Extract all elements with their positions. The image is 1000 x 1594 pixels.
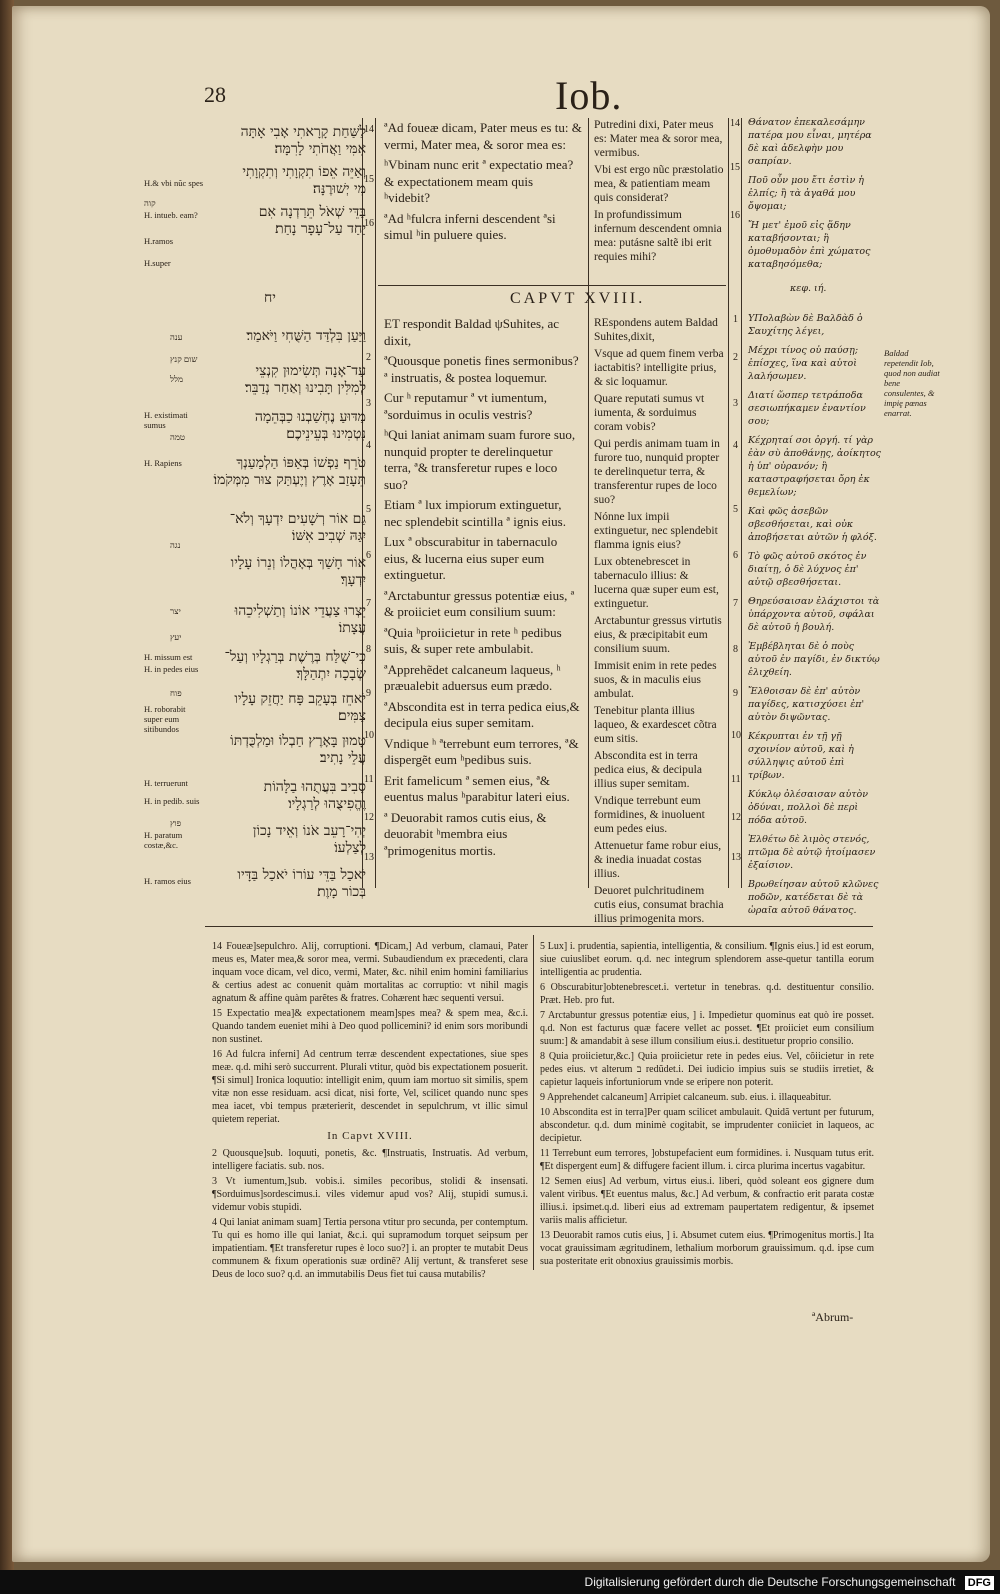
hebrew-line: עֲצָתוֹ׃	[338, 620, 366, 636]
column-rule	[728, 118, 729, 888]
hebrew-chapter-mark: יח	[264, 290, 276, 306]
verse-number: 4	[733, 440, 738, 451]
greek-verse: Καὶ φῶς ἀσεβῶν σβεσθήσεται, καὶ οὐκ ἀποβήσεται αὐτῶν ἡ φλόξ.	[748, 506, 877, 543]
vulgate-chapter	[384, 316, 582, 863]
translation-verse: Tenebitur planta illius laqueo, & exardescet cõtra eum sitis.	[594, 705, 717, 745]
verse-number: 2	[366, 352, 371, 363]
hebrew-line: יַחַד עַל־עָפָר נָחַת׃	[275, 221, 366, 237]
translation-verse: Lux obtenebrescet in tabernaculo illius: & lucerna quæ super eum est, extinguetur.	[594, 556, 719, 610]
vulgate-verse: Etiam ª lux impiorum extinguetur, nec splendebit scintilla ª ignis eius.	[384, 497, 566, 529]
greek-verse: ΥΠολαβὼν δὲ Βαλδὰδ ὁ Σαυχίτης λέγει,	[748, 313, 863, 337]
verse-number: 2	[733, 352, 738, 363]
verse-number: 9	[366, 688, 371, 699]
hebrew-line: נִטְמִינוּ בְּעֵינֵיכֶם׃	[286, 426, 366, 442]
hebrew-line: כִּי־שֻׁלַּח בְּרֶשֶׁת בְּרַגְלָיו וְעַל־	[224, 649, 366, 665]
hebrew-line: גַּם אוֹר רְשָׁעִים יִדְעָךְ וְלֹא־	[229, 511, 366, 527]
vulgate-verse: ªAbscondita est in terra pedica eius,& decipula eius super semitam.	[384, 698, 580, 730]
verse-number: 13	[364, 852, 374, 863]
verse-number: 10	[731, 730, 741, 741]
verse-number: 7	[366, 598, 371, 609]
hebrew-line: לְצַלְעוֹ׃	[334, 840, 366, 856]
gloss: H. roborabit super eum sitibundos	[144, 704, 186, 734]
vulgate-verse: ET respondit Baldad ψSuhites, ac dixit,	[384, 316, 560, 348]
verse-number: 3	[366, 398, 371, 409]
hebrew-line: יִגַּהּ שְׁבִיב אִשּׁוֹ׃	[291, 528, 366, 544]
verse-number: 14	[730, 118, 740, 129]
gloss: H.ramos	[144, 236, 174, 246]
verse-number: 6	[366, 550, 371, 561]
column-rule	[741, 118, 742, 888]
vulgate-verse: ª Deuorabit ramos cutis eius, & deuorabit ʰmembra eius ªprimogenitus mortis.	[384, 809, 547, 858]
caput-rule	[378, 285, 726, 286]
translation-verse: Vbi est ergo nũc præstolatio mea, & patientiam meam quis considerat?	[594, 164, 724, 204]
credit-bar	[0, 1570, 1000, 1594]
gloss: פוח	[170, 688, 182, 698]
vulgate-verse: Lux ª obscurabitur in tabernaculo eius, & lucerna eius super eum extinguetur.	[384, 534, 558, 582]
greek-verse: Ἤ μετ' ἐμοῦ εἰς ᾅδην καταβήσονται; ἢ ὁμοθυμαδὸν ἐπὶ χώματος καταβησόμεθα;	[748, 220, 871, 270]
greek-verse: Ἐλθέτω δὲ λιμὸς στενός, πτῶμα δὲ αὐτῷ ἡτοίμασεν ἐξαίσιον.	[748, 834, 876, 871]
verse-number: 12	[364, 812, 374, 823]
greek-verse: Διατί ὥσπερ τετράποδα σεσιωπήκαμεν ἐναντίον σου;	[748, 390, 866, 427]
translation-verse: Qui perdis animam tuam in furore tuo, nunquid propter te derelinquetur terra, & transferentur rupes de loco suo?	[594, 438, 720, 506]
hebrew-line: יְהִי־רָעֵב אֹנוֹ וְאֵיד נָכוֹן	[252, 823, 366, 839]
hebrew-line: אוֹר חָשַׁךְ בְּאָהֳלוֹ וְנֵרוֹ עָלָיו	[230, 555, 366, 571]
gloss: H. in pedib. suis	[144, 796, 200, 806]
gloss: H. terruerunt	[144, 778, 188, 788]
note: 5 Lux] i. prudentia, sapientia, intelligentia, & consilium. ¶Ignis eius.] id est eorum, siue cuiuslibet eorum. q.d. nec integrum splendorem asse-quetur tantilla eorum intelligentia ac prudentia.	[540, 941, 874, 978]
verse-number: 5	[733, 504, 738, 515]
verse-number: 11	[731, 774, 741, 785]
verse-number: 9	[733, 688, 738, 699]
greek-verse: Κέκρυπται ἐν τῇ γῇ σχοινίον αὐτοῦ, καὶ ἡ σύλληψις αὐτοῦ ἐπὶ τρίβων.	[748, 731, 854, 781]
vulgate-verse: ªAd foueæ dicam, Pater meus es tu: & vermi, Mater mea, & soror mea es:	[384, 120, 582, 152]
verse-number: 15	[364, 174, 374, 185]
gloss: H. in pedes eius	[144, 664, 199, 674]
hebrew-line: עַד־אָנָה תְּשִׂימוּן קִנְצֵי	[255, 363, 366, 379]
notes-heading: In Capvt XVIII.	[327, 1130, 413, 1142]
greek-verse: Κέχρηταί σοι ὀργή. τί γὰρ ἐὰν σὺ ἀποθάνῃς, ἀοίκητος ἡ ὑπ' οὐρανόν; ἢ καταστραφήσεται ὄρη ἐκ θεμελίων;	[748, 435, 882, 498]
hebrew-line: לְמִלִּין תָּבִינוּ וְאַחַר נְדַבֵּר׃	[244, 380, 366, 396]
verse-number: 3	[733, 398, 738, 409]
verse-number: 13	[731, 852, 741, 863]
verse-number: 10	[364, 730, 374, 741]
translation-verse: Arctabuntur gressus virtutis eius, & præcipitabit eum consilium suum.	[594, 615, 722, 655]
hebrew-line: טָמוּן בָּאָרֶץ חַבְלוֹ וּמַלְכֻּדְתּוֹ	[230, 733, 366, 749]
notes-right	[540, 940, 874, 1270]
translation-verse: Immisit enim in rete pedes suos, & in maculis eius ambulat.	[594, 660, 717, 700]
hebrew-line: עֲלֵי נָתִיב׃	[319, 750, 366, 766]
verse-number: 16	[364, 218, 374, 229]
hebrew-text-top	[196, 124, 366, 238]
hebrew-line: תֵּעָזַב אָרֶץ וְיֶעְתַּק צוּר מִמְּקֹמוֹ׃	[213, 472, 366, 488]
note: 11 Terrebunt eum terrores, ]obstupefacient eum formidines. i. Nusquam tutus erit. ¶Et dispergent eum] & diffugere facient illum. i. circa plurima incertus vagabitur.	[540, 1148, 874, 1172]
running-head: Iob.	[555, 73, 623, 118]
column-rule	[588, 118, 589, 888]
hebrew-line: יֹאחֵז בְּעָקֵב פָּח יַחֲזֵק עָלָיו	[234, 691, 366, 707]
hebrew-line: וְאַיֵּה אֵפוֹ תִקְוָתִי וְתִקְוָתִי	[242, 164, 366, 180]
translation-verse: Nónne lux impii extinguetur, nec splendebit flamma ignis eius?	[594, 511, 718, 551]
note: 6 Obscurabitur]obtenebrescet.i. vertetur in tenebras. q.d. destituentur consilio. Præt. Heb. pro fut.	[540, 982, 874, 1006]
dfg-logo: DFG	[965, 1576, 994, 1590]
hebrew-line: שְׂבָכָה יִתְהַלָּךְ׃	[296, 666, 366, 682]
page-number: 28	[204, 82, 226, 107]
hebrew-line: צַמִּים׃	[337, 708, 366, 724]
gloss: ענה	[170, 332, 183, 342]
verse-number: 12	[731, 812, 741, 823]
greek-top	[748, 116, 882, 277]
note: 2 Quousque]sub. loquuti, ponetis, &c. ¶Instruatis, Instruatis. Ad verbum, intelligere faciatis. sub. nos.	[212, 1148, 528, 1172]
note: 12 Semen eius] Ad verbum, virtus eius.i. liberi, quòd soleant eos gignere dum valent viribus. ¶Et euentus malus, &c.] Ad verbum, & confractio erit parata costæ illius.i. ipsimet.q.d. liberi eius ad extremam paupertatem redigentur, & ipsemet variis malis afficietur.	[540, 1176, 874, 1226]
translation-verse: In profundissimum infernum descendent omnia mea: putásne saltẽ ibi erit requies mihi?	[594, 209, 722, 263]
verse-number: 1	[733, 314, 738, 325]
greek-verse: Θηρεύσαισαν ἐλάχιστοι τὰ ὑπάρχοντα αὐτοῦ, σφάλαι δὲ αὐτοῦ ἡ βουλή.	[748, 596, 880, 633]
verse-number: 14	[364, 124, 374, 135]
vulgate-verse: ªQuia ʰproiicietur in rete ʰ pedibus suis, & super rete ambulabit.	[384, 624, 562, 656]
translation-verse: Abscondita est in terra pedica eius, & decipula illius super semitam.	[594, 750, 702, 790]
notes-column-rule	[533, 935, 534, 1270]
vulgate-verse: ªArctabuntur gressus potentiæ eius, ª & proiiciet eum consilium suum:	[384, 587, 575, 619]
hebrew-line: יֵצְרוּ צַעֲדֵי אוֹנוֹ וְתַשְׁלִיכֵהוּ	[234, 603, 366, 619]
greek-chapter	[748, 312, 882, 923]
note: 3 Vt iumentum,]sub. vobis.i. similes pecoribus, stolidi & insensati. ¶Sorduimus]sordescimus.i. viles videmur apud vos? Alij, stupidi sumus.i. videmur vobis stupidi.	[212, 1176, 528, 1213]
vulgate-top	[384, 120, 582, 248]
hebrew-line: וַיַּעַן בִּלְדַּד הַשֻּׁחִי וַיֹּאמַר׃	[246, 328, 366, 344]
notes-rule	[205, 926, 873, 927]
hebrew-line: טֹרֵף נַפְשׁוֹ בְּאַפּוֹ הַלְמַעַנְךָ	[236, 455, 366, 471]
catchword: ªAbrum-	[812, 1310, 854, 1324]
greek-verse: Θάνατον ἐπεκαλεσάμην πατέρα μου εἶναι, μητέρα δὲ καὶ ἀδελφὴν μου σαπρίαν.	[748, 117, 872, 167]
greek-verse: Κύκλῳ ὀλέσαισαν αὐτὸν ὀδύναι, πολλοὶ δὲ περὶ πόδα αὐτοῦ.	[748, 789, 868, 826]
gloss: יצר	[170, 606, 181, 616]
translation-verse: Vsque ad quem finem verba iactabitis? intelligite prius, & sic loquamur.	[594, 348, 724, 388]
hebrew-line: לַשַּׁחַת קָרָאתִי אָבִי אָתָּה	[240, 124, 366, 140]
greek-verse: Ἐμβέβληται δὲ ὁ ποὺς αὐτοῦ ἐν παγίδι, ἐν δικτύῳ ἑλιχθείη.	[748, 641, 880, 678]
translation-verse: Deuoret pulchritudinem cutis eius, consumat brachia illius primogenita mors.	[594, 885, 724, 925]
gloss: קוה	[144, 198, 156, 208]
gloss: H. existimati sumus	[144, 410, 188, 430]
greek-verse: Βρωθείησαν αὐτοῦ κλῶνες ποδῶν, κατέδεται δὲ τὰ ὡραῖα αὐτοῦ θάνατος.	[748, 879, 879, 916]
gloss: מלל	[170, 374, 183, 384]
verse-number: 15	[730, 162, 740, 173]
note: 15 Expectatio mea]& expectationem meam]spes mea? & spem mea, &c.i. Quando tandem eueniet mihi à Deo quod pollicemini? id enim sors moribundi non sustinet.	[212, 1008, 528, 1045]
verse-number: 4	[366, 440, 371, 451]
vulgate-verse: Cur ʰ reputamur ª vt iumentum, ªsorduimus in oculis vestris?	[384, 390, 548, 422]
credit-text: Digitalisierung gefördert durch die Deutsche Forschungsgemeinschaft	[584, 1575, 956, 1589]
note: 4 Qui laniat animam suam] Tertia persona vtitur pro secunda, per contemptum. Tu qui es homo ille qui laniat, &c.i. qui supramodum torquet seipsum per impatientiam. ¶Et transferetur rupes è loco suo?] i. an propter te mutabit Deus communem & fixum operationis suæ ordinẽ? Alij vertunt, & transferet sese Deus de loco suo? q.d. an immutabilis Deus fiet tui causa mutabilis?	[212, 1217, 528, 1280]
translation-verse: Vndique terrebunt eum formidines, & inuoluent eum pedes eius.	[594, 795, 705, 835]
verse-number: 16	[730, 210, 740, 221]
note: 9 Apprehendet calcaneum] Arripiet calcaneum. sub. eius. i. illaqueabitur.	[540, 1092, 832, 1103]
gloss: H. missum est	[144, 652, 193, 662]
gloss: H. Rapiens	[144, 458, 182, 468]
gloss: H. ramos eius	[144, 876, 191, 886]
hebrew-line: וֶהֱפִיצֻהוּ לְרַגְלָיו׃	[288, 796, 366, 812]
vulgate-verse: Vndique ʰ ªterrebunt eum terrores, ª& dispergẽt eum ʰpedibus suis.	[384, 735, 579, 767]
verse-number: 8	[366, 644, 371, 655]
column-rule	[375, 118, 376, 888]
margin-note: Baldad repetendit Iob, quod non audiat bene consulentes, & impiȩ pœnas enarrat.	[884, 348, 940, 418]
hebrew-line: אִמִּי וַאֲחֹתִי לָרִמָּה׃	[274, 141, 366, 157]
hebrew-line: סָבִיב בִּעֲתֻהוּ בַלָּהוֹת	[263, 779, 366, 795]
note: 13 Deuorabit ramos cutis eius, ] i. Absumet cutem eius. ¶Primogenitus mortis.] Ita vocat grauissimam ægritudinem, lethalium morborum grauissimum. q.d. ipse cum sua posteritate erit obnoxius grauissimis morbis.	[540, 1230, 874, 1267]
gloss: H. paratum costæ,&c.	[144, 830, 183, 850]
gloss: טמה	[170, 432, 186, 442]
notes-left	[212, 940, 528, 1283]
note: 8 Quia proiicietur,&c.] Quia proiicietur rete in pedes eius. Vel, cõiicietur in rete pedes eius. vt alterum ב redũdet.i. Dei iudicio impius suis se studiis irretiet, & capietur laqueis infortuniorum vnde se eripere non poterit.	[540, 1051, 875, 1088]
greek-chapter-mark: κεφ. ιή.	[790, 283, 827, 294]
note: 10 Abscondita est in terra]Per quam scilicet ambulauit. Quidã vertunt per futurum, abscondetur. q.d. dum minimè cogitabit, se imprudenter coniiciet in laqueos, ac decipietur.	[540, 1107, 874, 1144]
vulgate-verse: ʰQui laniat animam suam furore suo, nunquid propter te derelinquetur terra, ª& transferetur rupes e loco suo?	[384, 427, 576, 492]
gloss: H. intueb. eam?	[144, 210, 198, 220]
vulgate-verse: ªAd ʰfulcra inferni descendent ªsi simul ʰin puluere quies.	[384, 210, 556, 242]
greek-verse: Τὸ φῶς αὐτοῦ σκότος ἐν διαίτῃ, ὁ δὲ λύχνος ἐπ' αὐτῷ σβεσθήσεται.	[748, 551, 867, 588]
verse-number: 11	[364, 774, 374, 785]
greek-verse: Ἔλθοισαν δὲ ἐπ' αὐτὸν παγίδες, κατισχύσει ἐπ' αὐτὸν διψῶντας.	[748, 686, 865, 723]
greek-verse: Ποῦ οὖν μου ἔτι ἐστὶν ἡ ἐλπίς; ἢ τὰ ἀγαθά μου ὄψομαι;	[748, 175, 864, 212]
greek-verse: Μέχρι τίνος οὐ παύσῃ; ἐπίσχες, ἵνα καὶ αὐτοὶ λαλήσωμεν.	[748, 345, 859, 382]
translation-verse: Putredini dixi, Pater meus es: Mater mea & soror mea, vermibus.	[594, 119, 723, 159]
note: 7 Arctabuntur gressus potentiæ eius, ] i. Impedietur quominus eat quò ire posset. q.d. Non est facturus quæ facere vellet ac posset. ¶Et proiiciet eum consilium suum:] & amandabit à sese illum consilium eius.i. destituetur proprio consilio.	[540, 1010, 874, 1047]
vulgate-verse: ªApprehẽdet calcaneum laqueus, ʰ præualebit aduersus eum prædo.	[384, 661, 561, 693]
verse-number: 5	[366, 504, 371, 515]
chapter-heading: CAPVT XVIII.	[510, 290, 646, 307]
gloss: יעץ	[170, 632, 182, 642]
translation-verse: REspondens autem Baldad Suhites,dixit,	[594, 317, 718, 343]
vulgate-verse: Erit famelicum ª semen eius, ª& euentus malus ʰparabitur lateri eius.	[384, 772, 570, 804]
gloss: H.super	[144, 258, 171, 268]
note: 16 Ad fulcra inferni] Ad centrum terræ descendent expectationes, siue spes meæ. q.d. mihi serò succurrent. Plurali vtitur, quòd bis expectationem posuerit. ¶Si simul] Ironica loquutio: intelligit enim, quum iam mortuo sit similis, spem vitæ non esse residuam. acsi dicat, nisi forte, Vel, scilicet quando nunc spes mea iacet, vbi tempus præterierit, descendet in sepulchrum, vt illic simul quietem reperiat.	[212, 1049, 528, 1125]
translation-top	[594, 118, 724, 267]
translation-verse: Quare reputati sumus vt iumenta, & sorduimus coram vobis?	[594, 393, 705, 433]
hebrew-line: יִדְעָךְ׃	[340, 572, 366, 588]
gloss: שום קנץ	[170, 354, 198, 364]
translation-verse: Attenuetur fame robur eius, & inedia inuadat costas illius.	[594, 840, 722, 880]
hebrew-line: מִי יְשׁוּרֶנָּה׃	[312, 181, 366, 197]
gloss: H.& vbi nũc spes	[144, 178, 204, 188]
vulgate-verse: ʰVbinam nunc erit ª expectatio mea? & expectationem meam quis ʰvidebit?	[384, 157, 574, 205]
note: 14 Foueæ]sepulchro. Alij, corruptioni. ¶Dicam,] Ad verbum, clamaui, Pater meus es, Mater mea,& soror mea, vermi. Subaudiendum ex præcedenti, clara inquam voce dicam, vel dico, vermi, Mater, &c. nihil enim homini familiarius & certius adest ac conuenit quàm mortalitas ac corruptio: vt nihil magis agnatum & affine quàm parẽtes & fratres. Cohærent hæc sequenti versui.	[212, 941, 528, 1004]
hebrew-line: יֹאכַל בַּדֵּי עוֹרוֹ יֹאכַל בַּדָּיו	[237, 867, 366, 883]
hebrew-line: בַּדֵּי שְׁאֹל תֵּרַדְנָה אִם	[258, 204, 366, 220]
verse-number: 8	[733, 644, 738, 655]
verse-number: 7	[733, 598, 738, 609]
verse-number: 6	[733, 550, 738, 561]
vulgate-verse: ªQuousque ponetis fines sermonibus? ª instruatis, & postea loquemur.	[384, 353, 579, 385]
gloss: פוץ	[170, 818, 182, 828]
gloss: נגה	[170, 540, 181, 550]
hebrew-line: מַדּוּעַ נֶחְשַׁבְנוּ כַבְּהֵמָה	[254, 409, 366, 425]
hebrew-line: בְּכוֹר מָוֶת׃	[317, 884, 366, 900]
translation-chapter	[594, 316, 724, 929]
